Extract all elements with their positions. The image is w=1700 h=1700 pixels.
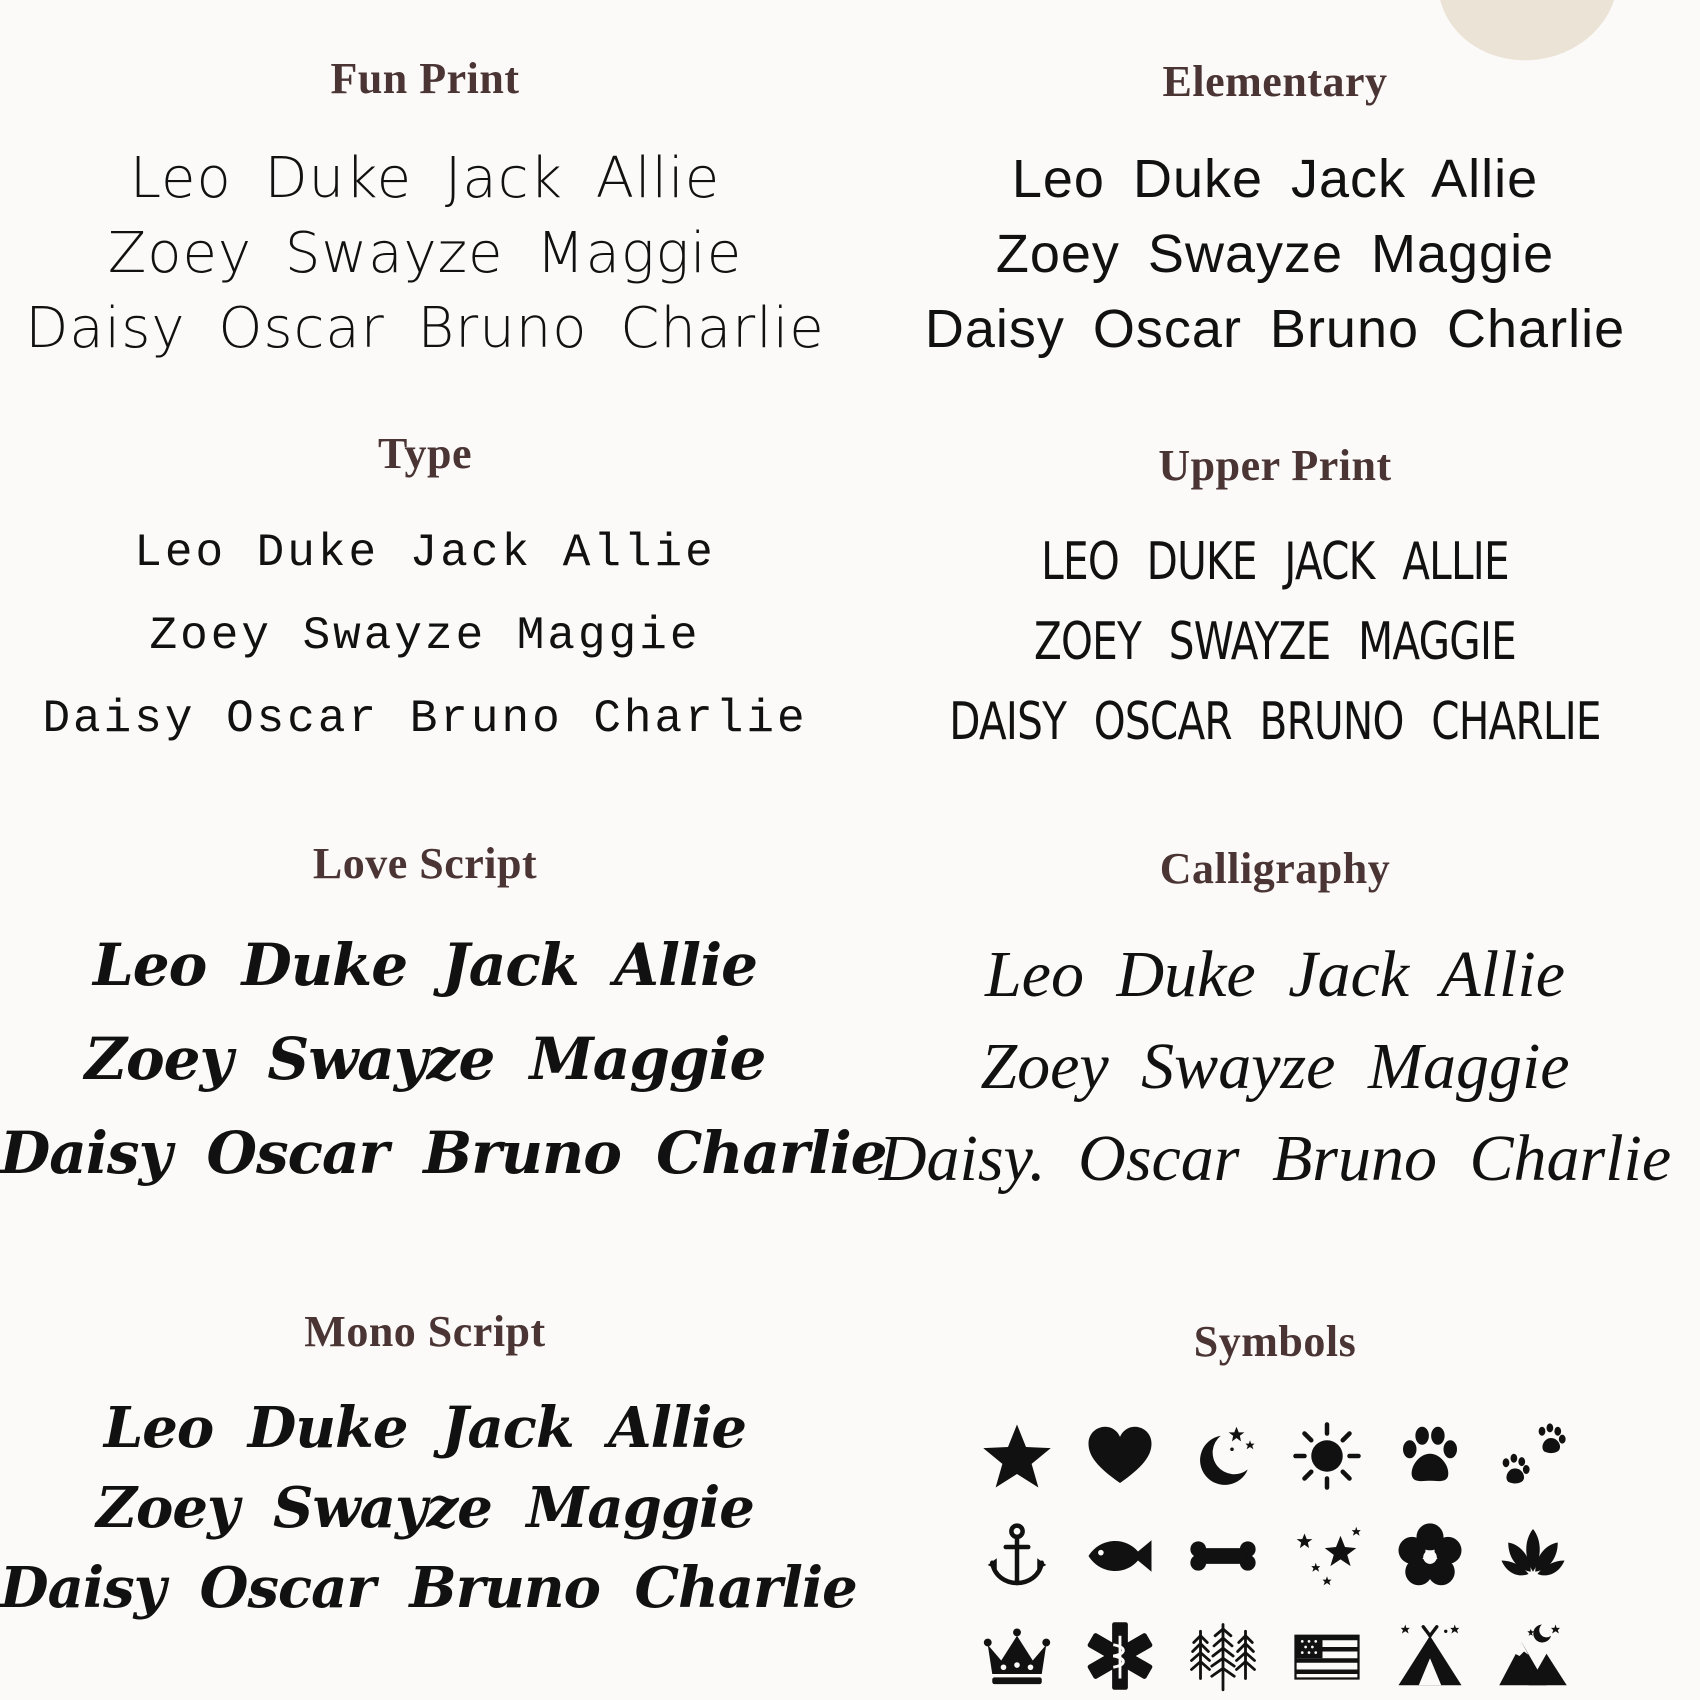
sample-line: Zoey Swayze Maggie <box>96 1475 754 1542</box>
sample-line: DAISY OSCAR BRUNO CHARLIE <box>949 692 1601 753</box>
section-title: Mono Script <box>304 1307 546 1356</box>
section-title: Upper Print <box>1158 441 1392 490</box>
sample-line: Daisy. Oscar Bruno Charlie <box>878 1122 1672 1196</box>
sample-line: Daisy Oscar Bruno Charlie <box>0 1119 887 1188</box>
sample-line: Daisy Oscar Bruno Charlie <box>0 1555 857 1622</box>
font-sample-elementary <box>850 58 1700 367</box>
sample-line: Leo Duke Jack Allie <box>92 931 758 1000</box>
section-title: Calligraphy <box>1159 844 1391 893</box>
font-sample-mono-script <box>0 1307 857 1628</box>
symbols-section <box>850 1318 1700 1692</box>
section-title: Fun Print <box>330 54 520 103</box>
sample-line: Zoey Swayze Maggie <box>980 1030 1570 1104</box>
heart-icon <box>1084 1420 1156 1492</box>
tent-icon <box>1394 1620 1466 1692</box>
sample-line: Zoey Swayze Maggie <box>107 221 743 287</box>
star-icon <box>981 1420 1053 1492</box>
anchor-icon <box>981 1520 1053 1592</box>
font-sample-calligraphy <box>850 845 1700 1205</box>
sample-line: Leo Duke Jack Allie <box>134 527 716 580</box>
pine-trees-icon <box>1187 1620 1259 1692</box>
sample-line: Daisy Oscar Bruno Charlie <box>42 693 808 746</box>
sample-line: LEO DUKE JACK ALLIE <box>1041 532 1509 593</box>
font-sample-love-script <box>0 839 887 1200</box>
stars-icon <box>1291 1520 1363 1592</box>
sample-line: Leo Duke Jack Allie <box>984 938 1566 1012</box>
flower-icon <box>1394 1520 1466 1592</box>
mountain-icon <box>1497 1620 1569 1692</box>
font-sample-fun-print <box>0 55 850 366</box>
bone-icon <box>1187 1520 1259 1592</box>
fish-icon <box>1084 1520 1156 1592</box>
symbols-grid <box>965 1420 1585 1692</box>
sample-line: Daisy Oscar Bruno Charlie <box>924 299 1626 360</box>
lotus-icon <box>1497 1520 1569 1592</box>
sample-line: Daisy Oscar Bruno Charlie <box>25 296 825 362</box>
paw-icon <box>1394 1420 1466 1492</box>
section-title: Love Script <box>312 839 538 888</box>
crown-icon <box>981 1620 1053 1692</box>
flag-icon <box>1291 1620 1363 1692</box>
sample-line: Leo Duke Jack Allie <box>103 1395 747 1462</box>
section-title: Type <box>377 429 473 478</box>
sample-line: Zoey Swayze Maggie <box>84 1025 766 1094</box>
sun-icon <box>1291 1420 1363 1492</box>
medical-star-icon <box>1084 1620 1156 1692</box>
moon-stars-icon <box>1187 1420 1259 1492</box>
sample-line: ZOEY SWAYZE MAGGIE <box>1034 612 1516 673</box>
paw-prints-icon <box>1497 1420 1569 1492</box>
font-sample-type <box>0 430 850 761</box>
font-sample-upper-print <box>850 442 1700 762</box>
section-title: Elementary <box>1162 57 1388 106</box>
sample-line: Leo Duke Jack Allie <box>129 146 721 212</box>
sample-line: Zoey Swayze Maggie <box>149 610 701 663</box>
sample-line: Zoey Swayze Maggie <box>995 224 1555 285</box>
sample-line: Leo Duke Jack Allie <box>1011 149 1539 210</box>
section-title: Symbols <box>1193 1317 1357 1366</box>
